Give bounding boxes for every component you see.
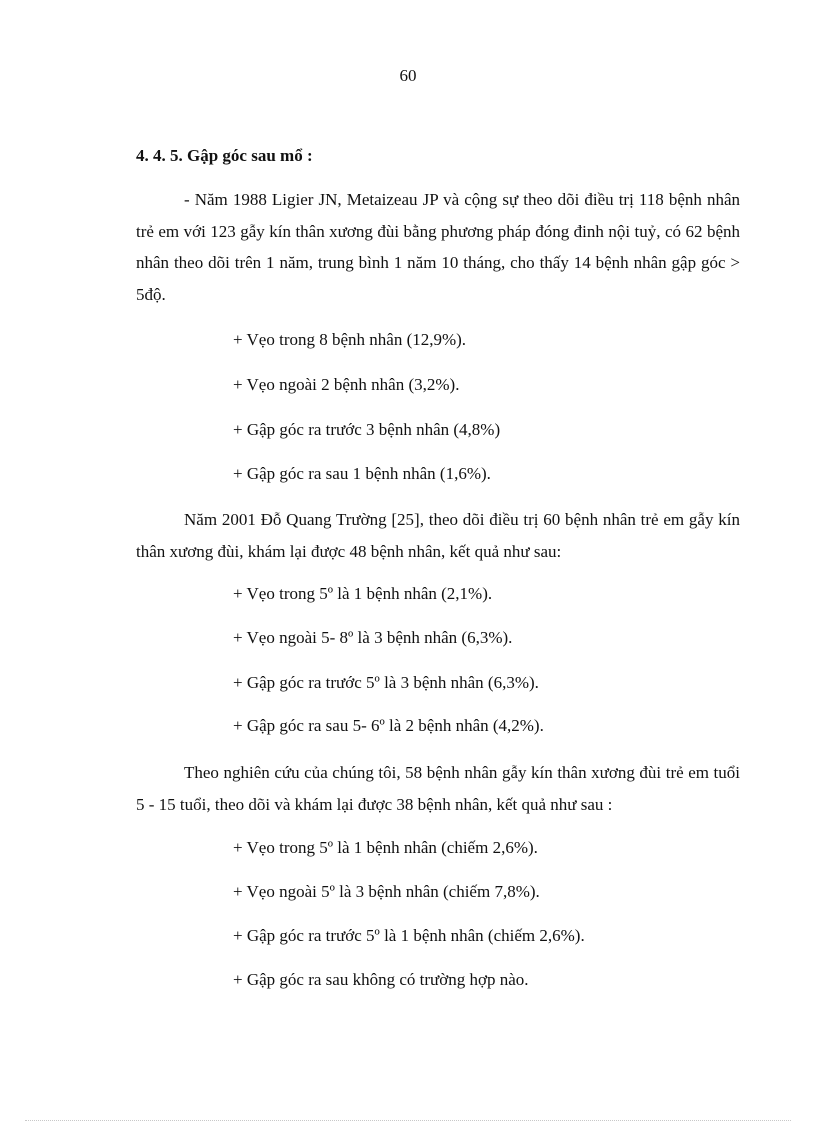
list-item: + Vẹo trong 5º là 1 bệnh nhân (2,1%). [233,584,493,603]
paragraph-own-study: Theo nghiên cứu của chúng tôi, 58 bệnh nhân gẫy kín thân xương đùi trẻ em tuổi 5 - 15 tuổi, theo dõi và khám lại được 38 bệnh nhân, kết quả như sau : [136,763,740,814]
list-item: + Gập góc ra trước 3 bệnh nhân (4,8%) [233,420,501,439]
list-item: + Vẹo ngoài 2 bệnh nhân (3,2%). [233,375,460,394]
list-item: + Vẹo trong 5º là 1 bệnh nhân (chiếm 2,6%). [233,838,538,857]
paragraph-do-quang-truong-study: Năm 2001 Đỗ Quang Trường [25], theo dõi điều trị 60 bệnh nhân trẻ em gẫy kín thân xương đùi, khám lại được 48 bệnh nhân, kết quả như sau: [136,510,740,561]
page-bottom-border [25,1120,791,1121]
list-item: + Vẹo ngoài 5º là 3 bệnh nhân (chiếm 7,8%). [233,882,540,901]
list-item: + Vẹo trong 8 bệnh nhân (12,9%). [233,330,467,349]
list-item: + Gập góc ra trước 5º là 1 bệnh nhân (chiếm 2,6%). [233,926,585,945]
list-item: + Gập góc ra trước 5º là 3 bệnh nhân (6,3%). [233,673,539,692]
list-item: + Gập góc ra sau không có trường hợp nào. [233,970,529,989]
list-item: + Vẹo ngoài 5- 8º là 3 bệnh nhân (6,3%). [233,628,513,647]
paragraph-ligier-study: - Năm 1988 Ligier JN, Metaizeau JP và cộng sự theo dõi điều trị 118 bệnh nhân trẻ em với 123 gẫy kín thân xương đùi bằng phương pháp đóng đinh nội tuỷ, có 62 bệnh nhân theo dõi trên 1 năm, trung bình 1 năm 10 tháng, cho thấy 14 bệnh nhân gập góc > 5độ. [136,190,740,304]
list-item: + Gập góc ra sau 5- 6º là 2 bệnh nhân (4,2%). [233,716,544,735]
section-heading: 4. 4. 5. Gập góc sau mổ : [136,146,313,165]
page-number: 60 [399,66,417,85]
list-item: + Gập góc ra sau 1 bệnh nhân (1,6%). [233,464,491,483]
